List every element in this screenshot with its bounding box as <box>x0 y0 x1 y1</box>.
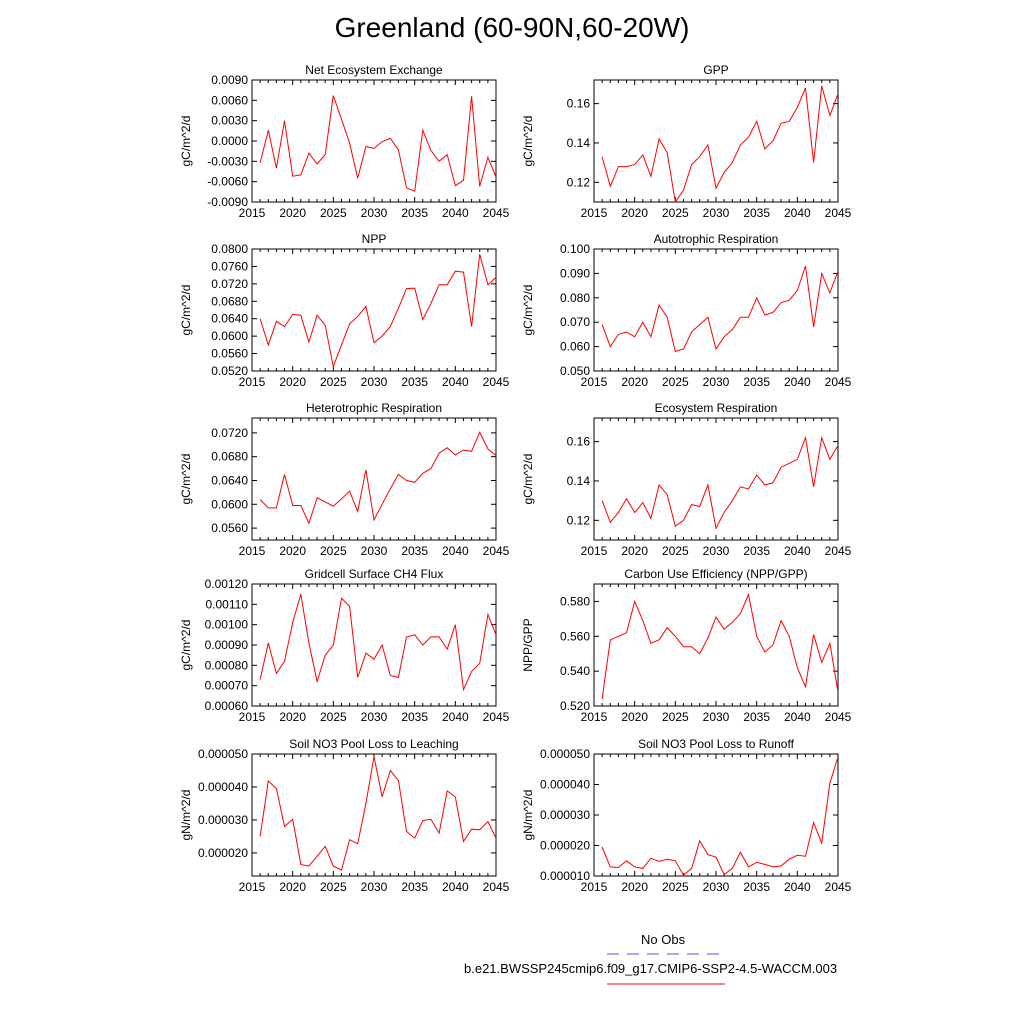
x-tick-label: 2025 <box>661 544 689 558</box>
x-tick-label: 2025 <box>319 544 347 558</box>
y-tick-label: 0.000020 <box>197 845 248 860</box>
x-tick-label: 2015 <box>238 880 266 894</box>
y-tick-label: 0.000050 <box>197 747 248 761</box>
x-tick-label: 2030 <box>360 206 388 220</box>
plot-frame <box>252 584 496 706</box>
x-tick-label: 2030 <box>702 710 730 724</box>
x-tick-label: 2015 <box>238 375 266 389</box>
x-tick-label: 2030 <box>702 544 730 558</box>
panel-6 <box>521 401 852 558</box>
series-line <box>260 254 496 366</box>
x-tick-label: 2030 <box>360 880 388 894</box>
panel-title: GPP <box>703 63 729 77</box>
x-tick-label: 2040 <box>783 880 811 894</box>
x-tick-label: 2035 <box>401 206 429 220</box>
x-tick-label: 2020 <box>279 206 307 220</box>
x-tick-label: 2030 <box>702 375 730 389</box>
x-tick-label: 2025 <box>661 710 689 724</box>
y-tick-label: 0.0030 <box>211 113 248 128</box>
y-tick-label: 0.000010 <box>539 869 590 883</box>
panel-2 <box>521 63 852 220</box>
series-line <box>260 96 496 192</box>
y-tick-label: 0.00110 <box>205 597 248 612</box>
series-line <box>260 432 496 523</box>
y-axis-label: gC/m^2/d <box>521 115 535 167</box>
x-tick-label: 2015 <box>238 710 266 724</box>
x-tick-label: 2020 <box>279 880 307 894</box>
x-tick-label: 2025 <box>319 375 347 389</box>
legend-model-label: b.e21.BWSSP245cmip6.f09_g17.CMIP6-SSP2-4.5-WACCM.003 <box>464 961 838 976</box>
x-tick-label: 2015 <box>580 375 608 389</box>
y-tick-label: 0.100 <box>559 242 590 256</box>
y-tick-label: 0.0060 <box>211 93 248 108</box>
panel-title: Heterotrophic Respiration <box>305 401 443 415</box>
plot-frame <box>594 249 838 371</box>
y-tick-label: 0.0560 <box>211 346 248 361</box>
y-tick-label: 0.580 <box>559 594 590 609</box>
y-axis-label: gC/m^2/d <box>179 453 193 505</box>
x-tick-label: 2015 <box>238 544 266 558</box>
y-tick-label: 0.0720 <box>211 425 248 440</box>
panel-title: Gridcell Surface CH4 Flux <box>304 567 444 581</box>
y-tick-label: 0.16 <box>566 434 590 449</box>
x-tick-label: 2040 <box>783 375 811 389</box>
x-tick-label: 2015 <box>580 206 608 220</box>
y-axis-label: NPP/GPP <box>521 618 535 672</box>
x-tick-label: 2040 <box>441 880 469 894</box>
x-tick-label: 2015 <box>580 880 608 894</box>
y-tick-label: 0.12 <box>566 513 590 528</box>
y-tick-label: -0.0030 <box>207 154 248 169</box>
y-tick-label: 0.520 <box>559 699 590 713</box>
x-tick-label: 2045 <box>482 206 510 220</box>
x-tick-label: 2040 <box>441 375 469 389</box>
y-axis-label: gN/m^2/d <box>179 789 193 841</box>
x-tick-label: 2045 <box>824 710 852 724</box>
x-tick-label: 2020 <box>621 880 649 894</box>
x-tick-label: 2045 <box>824 544 852 558</box>
series-line <box>602 757 838 875</box>
y-tick-label: 0.12 <box>566 175 590 190</box>
plot-frame <box>252 249 496 371</box>
y-tick-label: 0.00070 <box>204 678 248 693</box>
panel-title: Soil NO3 Pool Loss to Leaching <box>289 737 459 751</box>
y-tick-label: 0.540 <box>559 664 590 679</box>
y-tick-label: 0.0000 <box>211 134 248 148</box>
panel-title: Soil NO3 Pool Loss to Runoff <box>638 737 794 751</box>
x-tick-label: 2025 <box>319 880 347 894</box>
x-tick-label: 2020 <box>621 710 649 724</box>
x-tick-label: 2045 <box>824 206 852 220</box>
y-tick-label: 0.050 <box>559 364 590 378</box>
x-tick-label: 2035 <box>401 544 429 558</box>
x-tick-label: 2030 <box>360 375 388 389</box>
series-line <box>602 438 838 529</box>
y-tick-label: 0.000020 <box>539 838 590 853</box>
y-tick-label: 0.560 <box>559 629 590 644</box>
y-tick-label: 0.0760 <box>211 259 248 274</box>
series-line <box>602 86 838 202</box>
y-tick-label: 0.000030 <box>197 812 248 827</box>
x-tick-label: 2025 <box>319 206 347 220</box>
y-tick-label: 0.000040 <box>197 779 248 794</box>
panel-title: Autotrophic Respiration <box>653 232 779 246</box>
y-tick-label: 0.0520 <box>211 364 248 378</box>
y-tick-label: 0.090 <box>559 266 590 281</box>
panel-7 <box>179 567 510 724</box>
y-tick-label: 0.0600 <box>211 497 248 512</box>
x-tick-label: 2020 <box>279 710 307 724</box>
y-tick-label: 0.00060 <box>204 699 248 713</box>
y-tick-label: 0.0720 <box>211 276 248 291</box>
y-tick-label: 0.14 <box>566 135 590 150</box>
x-tick-label: 2045 <box>482 544 510 558</box>
x-tick-label: 2020 <box>621 375 649 389</box>
plot-frame <box>594 418 838 540</box>
panel-title: Ecosystem Respiration <box>654 401 778 415</box>
panel-9 <box>179 737 510 894</box>
x-tick-label: 2025 <box>661 206 689 220</box>
y-tick-label: 0.14 <box>566 473 590 488</box>
page-title: Greenland (60-90N,60-20W) <box>334 12 690 43</box>
y-tick-label: 0.070 <box>559 315 590 330</box>
x-tick-label: 2035 <box>401 710 429 724</box>
x-tick-label: 2045 <box>482 375 510 389</box>
x-tick-label: 2035 <box>743 710 771 724</box>
series-line <box>602 266 838 351</box>
x-tick-label: 2025 <box>661 375 689 389</box>
y-axis-label: gN/m^2/d <box>521 789 535 841</box>
x-tick-label: 2030 <box>360 544 388 558</box>
y-tick-label: 0.16 <box>566 96 590 111</box>
y-axis-label: gC/m^2/d <box>179 619 193 671</box>
panel-title: Carbon Use Efficiency (NPP/GPP) <box>624 567 808 581</box>
x-tick-label: 2045 <box>824 375 852 389</box>
x-tick-label: 2025 <box>661 880 689 894</box>
y-tick-label: 0.0800 <box>211 242 248 256</box>
x-tick-label: 2040 <box>441 710 469 724</box>
panel-title: Net Ecosystem Exchange <box>305 63 443 77</box>
series-line <box>602 595 838 700</box>
x-tick-label: 2015 <box>238 206 266 220</box>
plot-frame <box>594 584 838 706</box>
x-tick-label: 2040 <box>441 544 469 558</box>
panel-10 <box>521 737 852 894</box>
x-tick-label: 2020 <box>279 544 307 558</box>
y-tick-label: 0.0640 <box>211 473 248 488</box>
x-tick-label: 2015 <box>580 544 608 558</box>
x-tick-label: 2025 <box>319 710 347 724</box>
series-line <box>260 594 496 690</box>
x-tick-label: 2045 <box>824 880 852 894</box>
y-tick-label: 0.0090 <box>211 73 248 87</box>
y-tick-label: 0.000030 <box>539 808 590 822</box>
panel-title: NPP <box>361 232 387 246</box>
panel-3 <box>179 232 510 389</box>
x-tick-label: 2035 <box>743 375 771 389</box>
x-tick-label: 2020 <box>621 206 649 220</box>
y-tick-label: 0.060 <box>559 339 590 354</box>
x-tick-label: 2035 <box>743 544 771 558</box>
y-tick-label: 0.080 <box>559 290 590 305</box>
y-tick-label: 0.000050 <box>539 747 590 761</box>
x-tick-label: 2040 <box>783 544 811 558</box>
y-tick-label: 0.00120 <box>204 577 248 591</box>
y-tick-label: 0.0600 <box>211 329 248 344</box>
y-tick-label: 0.00100 <box>204 617 248 632</box>
panel-4 <box>521 232 852 389</box>
x-tick-label: 2030 <box>702 880 730 894</box>
y-axis-label: gC/m^2/d <box>521 453 535 505</box>
plot-frame <box>252 418 496 540</box>
x-tick-label: 2015 <box>580 710 608 724</box>
x-tick-label: 2020 <box>621 544 649 558</box>
panel-8 <box>521 567 852 724</box>
y-tick-label: 0.0640 <box>211 311 248 326</box>
x-tick-label: 2035 <box>401 375 429 389</box>
panel-5 <box>179 401 510 558</box>
y-axis-label: gC/m^2/d <box>179 284 193 336</box>
plot-frame <box>252 80 496 202</box>
y-tick-label: -0.0090 <box>207 195 248 209</box>
y-tick-label: 0.0560 <box>211 521 248 536</box>
y-tick-label: -0.0060 <box>207 174 248 189</box>
legend-obs-label: No Obs <box>641 932 686 947</box>
x-tick-label: 2035 <box>743 206 771 220</box>
series-line <box>260 757 496 871</box>
x-tick-label: 2035 <box>401 880 429 894</box>
plot-frame <box>252 754 496 876</box>
x-tick-label: 2040 <box>783 710 811 724</box>
panel-1 <box>179 63 510 220</box>
x-tick-label: 2020 <box>279 375 307 389</box>
x-tick-label: 2045 <box>482 710 510 724</box>
x-tick-label: 2040 <box>441 206 469 220</box>
x-tick-label: 2045 <box>482 880 510 894</box>
x-tick-label: 2030 <box>702 206 730 220</box>
x-tick-label: 2040 <box>783 206 811 220</box>
y-axis-label: gC/m^2/d <box>521 284 535 336</box>
x-tick-label: 2035 <box>743 880 771 894</box>
y-tick-label: 0.00080 <box>204 658 248 673</box>
y-axis-label: gC/m^2/d <box>179 115 193 167</box>
y-tick-label: 0.0680 <box>211 294 248 309</box>
y-tick-label: 0.00090 <box>204 638 248 652</box>
y-tick-label: 0.000040 <box>539 777 590 792</box>
y-tick-label: 0.0680 <box>211 449 248 464</box>
x-tick-label: 2030 <box>360 710 388 724</box>
